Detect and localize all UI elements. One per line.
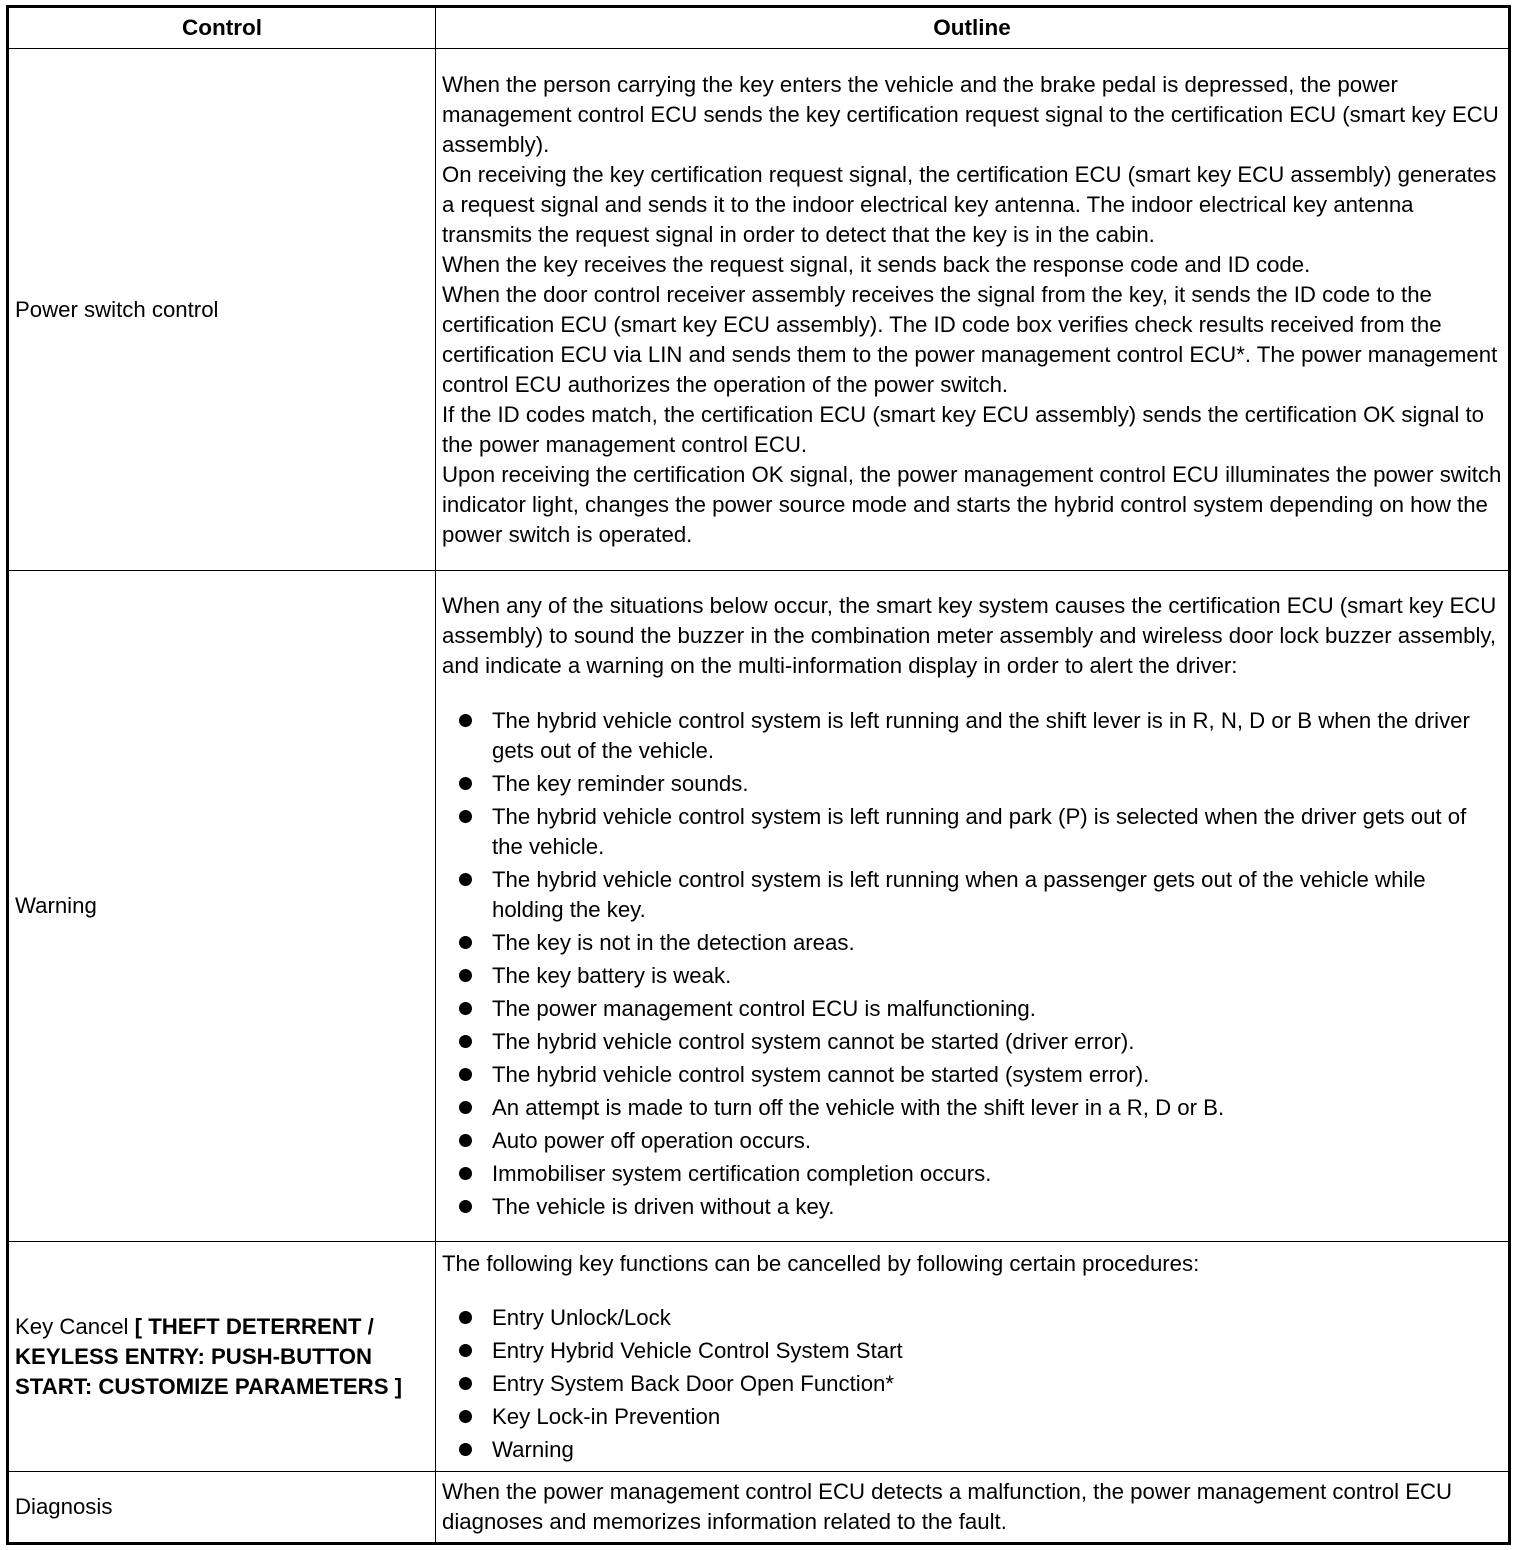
list-item-text: The hybrid vehicle control system is left running and park (P) is selected when the driver gets out of the vehicle. (492, 804, 1467, 859)
table-row (8, 571, 1510, 1242)
list-item-text: The key is not in the detection areas. (492, 930, 855, 955)
bullet-icon (459, 1443, 472, 1456)
list-item-text: The power management control ECU is malfunctioning. (492, 996, 1036, 1021)
list-item (492, 1369, 1502, 1399)
list-item (492, 1402, 1502, 1432)
outline-paragraph: When the key receives the request signal, it sends back the response code and ID code. (442, 251, 1311, 277)
list-item (492, 1303, 1502, 1333)
list-item (492, 769, 1502, 799)
list-item-text: Immobiliser system certification completion occurs. (492, 1161, 992, 1186)
bullet-icon (459, 1134, 472, 1147)
list-item-text: The hybrid vehicle control system is left running and the shift lever is in R, N, D or B when the driver gets out of the vehicle. (492, 708, 1470, 763)
list-item-text: An attempt is made to turn off the vehicle with the shift lever in a R, D or B. (492, 1095, 1225, 1120)
list-item-text: Entry Unlock/Lock (492, 1305, 671, 1330)
list-item-text: The hybrid vehicle control system cannot be started (driver error). (492, 1029, 1135, 1054)
list-item (492, 1435, 1502, 1465)
outline-cell (436, 1472, 1510, 1544)
list-item (492, 1027, 1502, 1057)
list-item (492, 865, 1502, 925)
table-row (8, 1242, 1510, 1472)
bullet-icon (459, 969, 472, 982)
list-item-text: Key Lock-in Prevention (492, 1404, 721, 1429)
bullet-icon (459, 873, 472, 886)
list-item (492, 1159, 1502, 1189)
control-cell (8, 1242, 436, 1472)
control-outline-table (6, 5, 1511, 1545)
control-label: Warning (15, 893, 97, 918)
bullet-icon (459, 810, 472, 823)
bullet-icon (459, 1035, 472, 1048)
control-label: Power switch control (15, 296, 219, 322)
outline-paragraph: When the person carrying the key enters the vehicle and the brake pedal is depressed, the power management control ECU sends the key certification request signal to the certification ECU (smart key ECU assembly). (442, 71, 1499, 157)
outline-cell (436, 1242, 1510, 1472)
list-item-text: Entry Hybrid Vehicle Control System Start (492, 1338, 903, 1363)
bullet-icon (459, 1200, 472, 1213)
list-item (492, 961, 1502, 991)
bullet-icon (459, 1068, 472, 1081)
outline-cell (436, 571, 1510, 1242)
header-control: Control (8, 7, 436, 49)
control-cell (8, 571, 436, 1242)
list-item-text: The hybrid vehicle control system cannot be started (system error). (492, 1062, 1150, 1087)
bullet-icon (459, 1377, 472, 1390)
list-item (492, 1060, 1502, 1090)
list-item-text: The key battery is weak. (492, 963, 732, 988)
list-item-text: Auto power off operation occurs. (492, 1128, 812, 1153)
control-cell (8, 1472, 436, 1544)
outline-paragraph: When the door control receiver assembly receives the signal from the key, it sends the ID code to the certification ECU (smart key ECU assembly). The ID code box verifies check results received from the certification ECU via LIN and sends them to the power management control ECU*. The power management control ECU authorizes the operation of the power switch. (442, 281, 1498, 397)
table-header-row (8, 7, 1510, 49)
list-item-text: The key reminder sounds. (492, 771, 749, 796)
list-item (492, 1336, 1502, 1366)
list-item (492, 1093, 1502, 1123)
list-item (492, 1192, 1502, 1222)
bullet-icon (459, 777, 472, 790)
bullet-icon (459, 1002, 472, 1015)
table-row (8, 49, 1510, 571)
header-outline: Outline (436, 7, 1510, 49)
outline-paragraph: On receiving the key certification request signal, the certification ECU (smart key ECU assembly) generates a request signal and sends it to the indoor electrical key antenna. The indoor electrical key antenna transmits the request signal in order to detect that the key is in the cabin. (442, 161, 1497, 247)
outline-paragraph: When the power management control ECU detects a malfunction, the power management control ECU diagnoses and memorizes information related to the fault. (442, 1479, 1453, 1534)
bullet-icon (459, 1167, 472, 1180)
list-item (492, 706, 1502, 766)
bullet-icon (459, 936, 472, 949)
list-item-text: Entry System Back Door Open Function* (492, 1371, 895, 1396)
outline-cell (436, 49, 1510, 571)
bullet-list (442, 706, 1502, 1222)
control-label: Key Cancel (15, 1313, 129, 1339)
outline-paragraph: If the ID codes match, the certification ECU (smart key ECU assembly) sends the certification OK signal to the power management control ECU. (442, 401, 1484, 457)
outline-intro: The following key functions can be cancelled by following certain procedures: (442, 1251, 1200, 1276)
list-item-text: The hybrid vehicle control system is left running when a passenger gets out of the vehicle while holding the key. (492, 867, 1426, 922)
bullet-icon (459, 1344, 472, 1357)
bullet-icon (459, 1311, 472, 1324)
list-item (492, 802, 1502, 862)
list-item (492, 994, 1502, 1024)
outline-paragraph: Upon receiving the certification OK signal, the power management control ECU illuminates the power switch indicator light, changes the power source mode and starts the hybrid control system depending on how the power switch is operated. (442, 461, 1502, 547)
table-row (8, 1472, 1510, 1544)
control-cell (8, 49, 436, 571)
outline-intro: When any of the situations below occur, the smart key system causes the certification ECU (smart key ECU assembly) to sound the buzzer in the combination meter assembly and wireless door lock buzzer assembly, and indicate a warning on the multi-information display in order to alert the driver: (442, 593, 1497, 678)
list-item-text: The vehicle is driven without a key. (492, 1194, 835, 1219)
bullet-icon (459, 714, 472, 727)
control-label: Diagnosis (15, 1494, 113, 1519)
list-item (492, 928, 1502, 958)
bullet-list (442, 1303, 1502, 1465)
list-item-text: Warning (492, 1437, 574, 1462)
bullet-icon (459, 1410, 472, 1423)
list-item (492, 1126, 1502, 1156)
bullet-icon (459, 1101, 472, 1114)
control-label-reference: [ THEFT DETERRENT / KEYLESS ENTRY: PUSH-BUTTON START: CUSTOMIZE PARAMETERS ] (15, 1313, 403, 1399)
